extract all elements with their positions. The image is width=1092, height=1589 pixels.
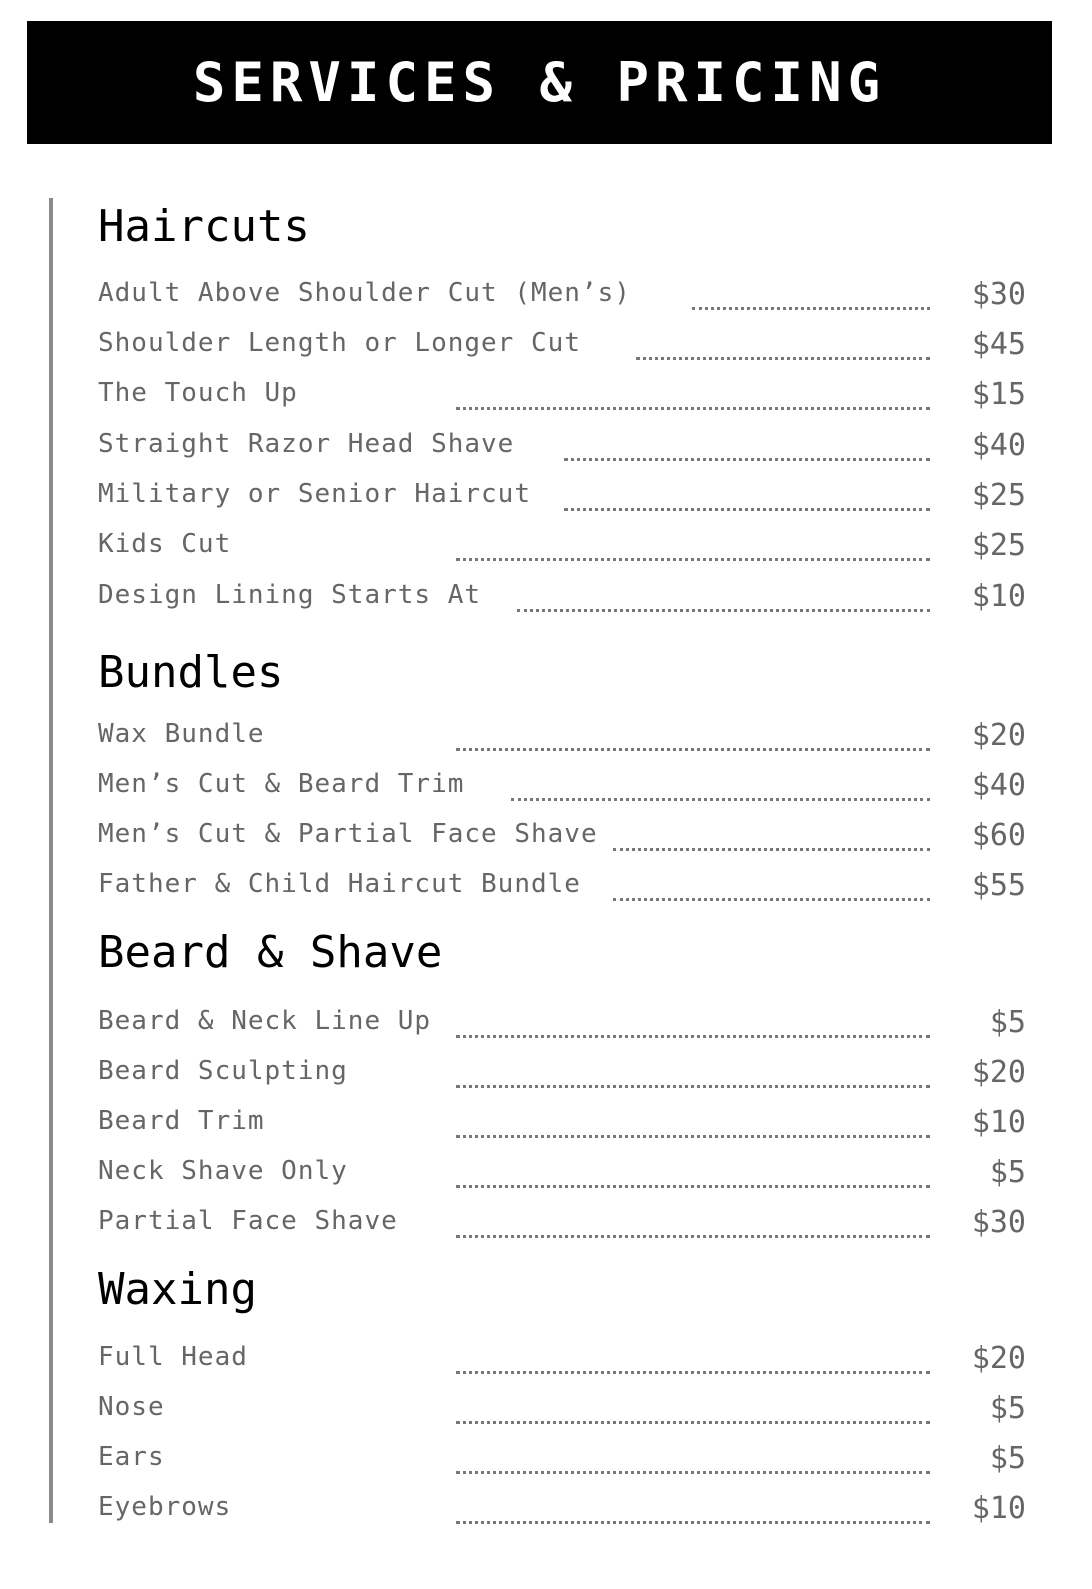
service-price: $10 [971,1105,1026,1140]
dot-leader [517,609,930,612]
menu-item [98,478,1026,515]
service-price: $25 [971,478,1026,513]
service-name: Adult Above Shoulder Cut (Men’s) [98,278,631,308]
service-price: $10 [971,579,1026,614]
menu-item [98,327,1026,364]
service-price: $10 [971,1491,1026,1526]
service-name: Beard & Neck Line Up [98,1006,432,1036]
menu-item [98,277,1026,314]
service-name: The Touch Up [98,378,298,408]
menu-item [98,1341,1026,1378]
menu-item [98,718,1026,755]
service-name: Eyebrows [98,1492,232,1522]
service-name: Neck Shave Only [98,1156,348,1186]
dot-leader [511,798,930,801]
vertical-divider [49,198,53,1523]
service-price: $60 [971,818,1026,853]
service-price: $55 [971,868,1026,903]
menu-item [98,428,1026,465]
section-title-beard-shave: Beard & Shave [98,927,443,978]
menu-item [98,1441,1026,1478]
menu-item [98,1391,1026,1428]
menu-item [98,579,1026,616]
dot-leader [692,307,930,310]
dot-leader [456,1371,930,1374]
service-name: Ears [98,1442,165,1472]
service-name: Wax Bundle [98,719,265,749]
menu-item [98,1205,1026,1242]
service-price: $30 [971,1205,1026,1240]
service-name: Design Lining Starts At [98,580,482,610]
service-price: $40 [971,428,1026,463]
service-name: Beard Trim [98,1106,265,1136]
service-price: $45 [971,327,1026,362]
service-name: Father & Child Haircut Bundle [98,869,581,899]
service-name: Shoulder Length or Longer Cut [98,328,581,358]
service-price: $15 [971,377,1026,412]
section-title-bundles: Bundles [98,647,284,698]
menu-item [98,1005,1026,1042]
dot-leader [564,508,930,511]
service-price: $40 [971,768,1026,803]
service-price: $20 [971,1055,1026,1090]
dot-leader [456,1235,930,1238]
dot-leader [456,1471,930,1474]
section-title-haircuts: Haircuts [98,201,310,252]
menu-item [98,1491,1026,1528]
dot-leader [456,558,930,561]
menu-item [98,818,1026,855]
service-name: Military or Senior Haircut [98,479,531,509]
service-price: $20 [971,1341,1026,1376]
service-price: $5 [989,1441,1026,1476]
service-name: Partial Face Shave [98,1206,398,1236]
dot-leader [613,848,930,851]
dot-leader [456,1135,930,1138]
service-name: Straight Razor Head Shave [98,429,515,459]
service-name: Men’s Cut & Partial Face Shave [98,819,598,849]
service-price: $25 [971,528,1026,563]
service-price: $30 [971,277,1026,312]
dot-leader [564,458,930,461]
dot-leader [456,1085,930,1088]
menu-item [98,377,1026,414]
service-price: $20 [971,718,1026,753]
menu-item [98,768,1026,805]
service-price: $5 [989,1155,1026,1190]
service-name: Kids Cut [98,529,232,559]
menu-item [98,528,1026,565]
page-header [27,21,1052,144]
dot-leader [456,1035,930,1038]
service-name: Nose [98,1392,165,1422]
menu-item [98,1155,1026,1192]
dot-leader [456,748,930,751]
dot-leader [456,1521,930,1524]
menu-item [98,868,1026,905]
section-title-waxing: Waxing [98,1264,257,1315]
service-name: Full Head [98,1342,248,1372]
dot-leader [456,1185,930,1188]
service-price: $5 [989,1391,1026,1426]
menu-item [98,1105,1026,1142]
menu-item [98,1055,1026,1092]
service-price: $5 [989,1005,1026,1040]
dot-leader [636,357,930,360]
dot-leader [613,898,930,901]
dot-leader [456,1421,930,1424]
dot-leader [456,407,930,410]
service-name: Men’s Cut & Beard Trim [98,769,465,799]
service-name: Beard Sculpting [98,1056,348,1086]
page-title: SERVICES & PRICING [192,50,887,114]
